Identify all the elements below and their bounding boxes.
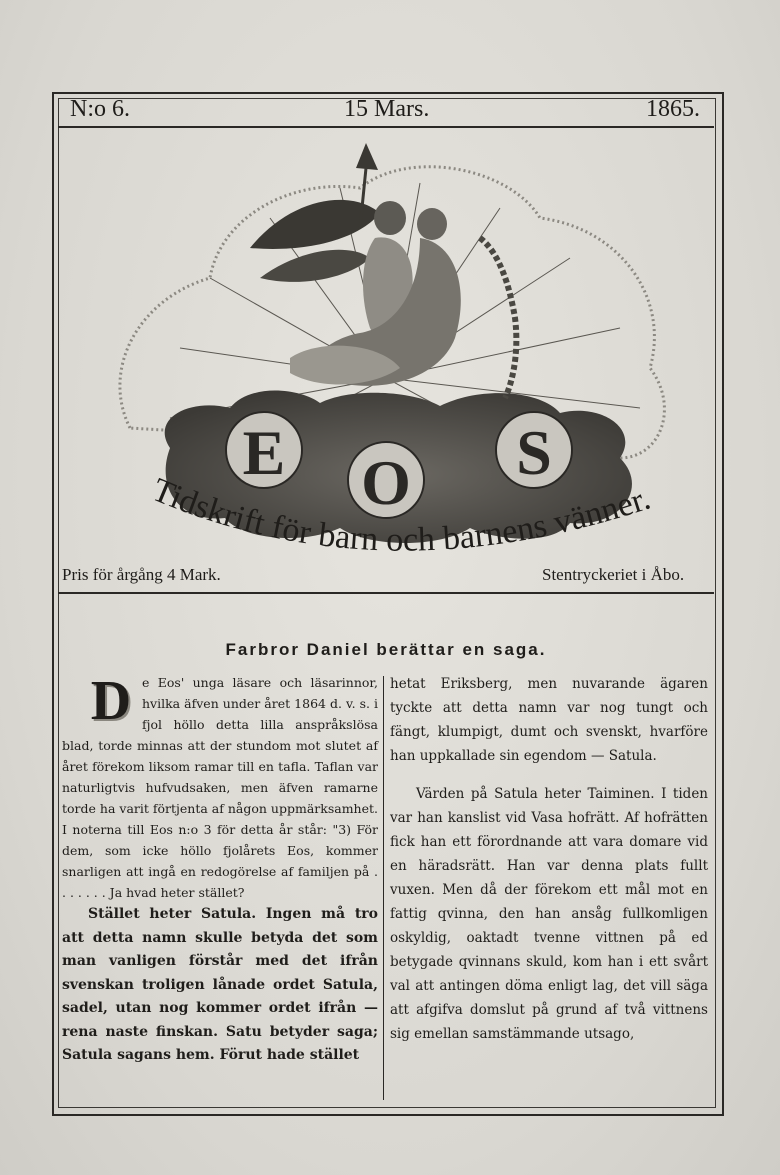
masthead-engraving	[60, 128, 712, 598]
masthead-rule	[58, 592, 714, 594]
masthead-subtitle-text: Tidskrift för barn och barnens vänner.	[146, 471, 655, 559]
printer-note: Stentryckeriet i Åbo.	[542, 565, 685, 584]
price-note: Pris för årgång 4 Mark.	[62, 565, 221, 584]
right-paragraph-1: hetat Eriksberg, men nuvarande ägaren tyckte att detta namn var nog tungt och fängt, klumpigt, dumt och svenskt, hvarföre han uppkallade sin egendom — Satula.	[390, 676, 708, 764]
left-paragraph-1-text: e Eos' unga läsare och läsarinnor, hvilka äfven under året 1864 d. v. s. i fjol höllo detta lilla anspråkslösa blad, torde minnas att der stundom mot slutet af året förekom liksom ramar till en tafla. Taflan var naturligtvis hufvudsaken, men äfven ramarne torde ha varit förtjenta af någon uppmärksamhet. I noterna till Eos n:o 3 för detta år står: "3) För dem, som icke höllo fjolårets Eos, kommer snarligen att ingå en redogörelse af familjen på . . . . . . . Ja hvad heter stället?	[62, 675, 378, 900]
left-column	[62, 672, 378, 1068]
issue-number: N:o 6.	[70, 96, 130, 122]
title-letter-s: S	[516, 417, 552, 488]
title-letter-o: O	[361, 447, 411, 518]
masthead-illustration	[60, 128, 712, 598]
angel-figures	[250, 143, 516, 398]
column-divider	[383, 676, 384, 1100]
issue-header	[62, 96, 710, 126]
left-paragraph-1	[62, 672, 378, 903]
right-paragraph-2: Värden på Satula heter Taiminen. I tiden var han kanslist vid Vasa hofrätt. Af hofrätten fick han ett förordnande att vara domare vid en häradsrätt. Han var denna plats fullt vuxen. Men då der förekom ett mål mot en fattig qvinna, den han ansåg fullkomligen oskyldig, oaktadt tvenne vittnen på ed betygade qvinnans skuld, kom han i ett svårt val att antingen döma enligt lag, det vill säga att afgifva domslut på grund af två vittnens sig emellan samstämmande utsago,	[390, 786, 708, 1042]
story-title: Farbror Daniel berättar en saga.	[225, 640, 547, 659]
drop-cap: D	[90, 670, 132, 732]
left-paragraph-2: Stället heter Satula. Ingen må tro att detta namn skulle betyda det som man vanligen förstår med det ifrån svenskan troligen lånade ordet Satula, sadel, utan nog kommer ordet ifrån — rena naste finskan. Satu betyder saga; Satula sagans hem. Förut hade stället	[62, 906, 378, 1063]
issue-date: 15 Mars.	[344, 96, 430, 122]
issue-year: 1865.	[646, 96, 700, 122]
title-letter-e: E	[242, 417, 286, 488]
right-column	[390, 672, 708, 1046]
